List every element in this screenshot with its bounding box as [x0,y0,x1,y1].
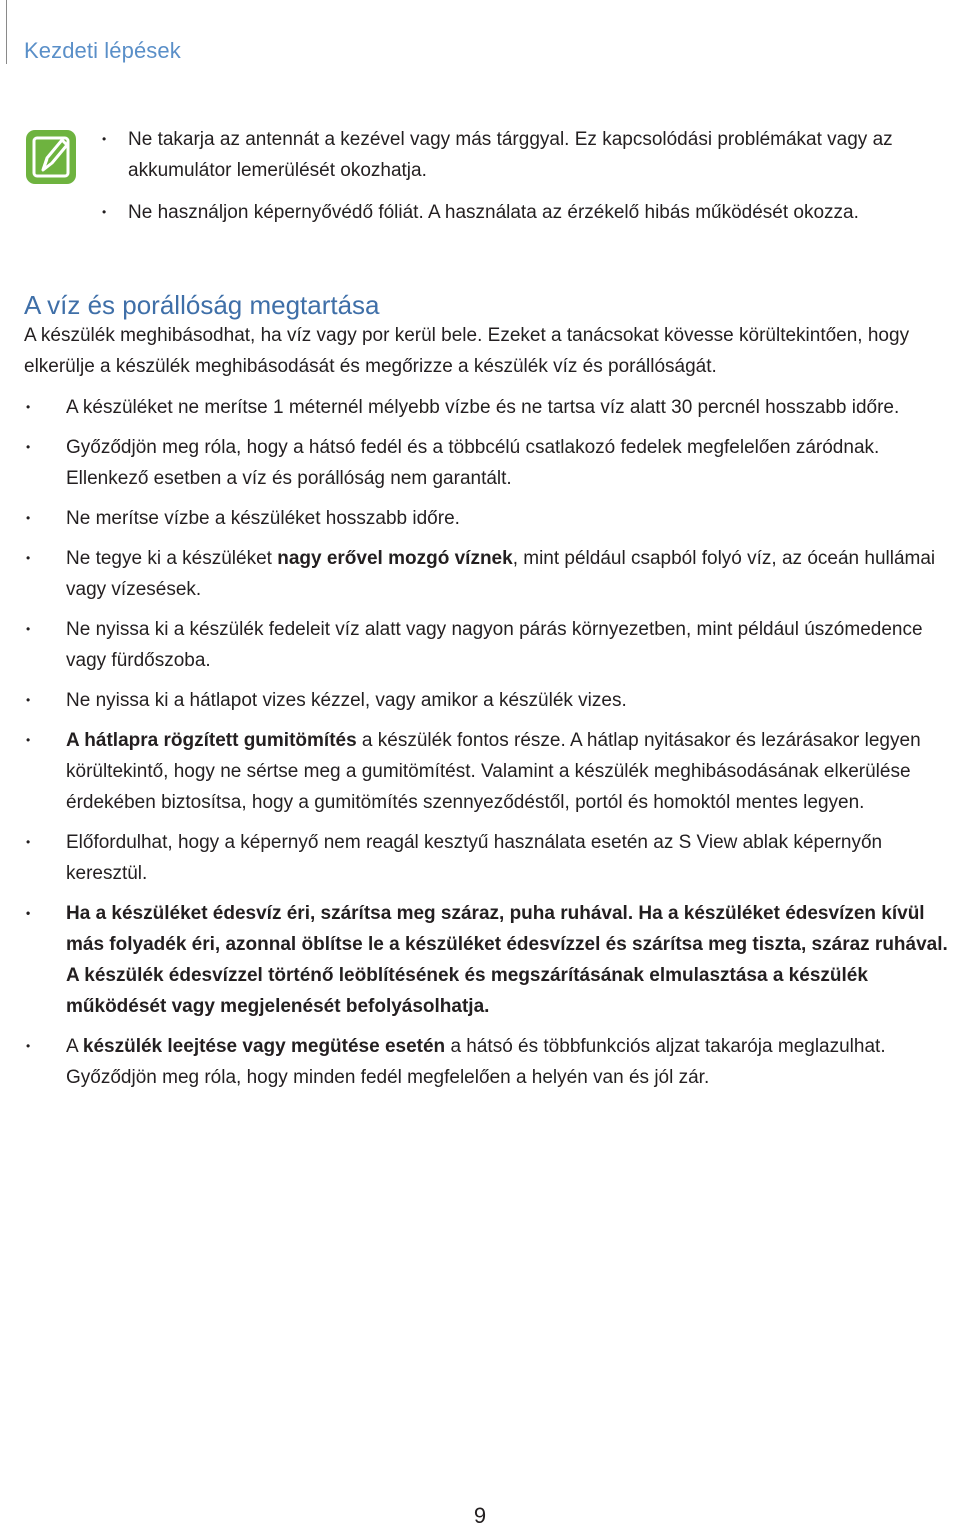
list-item-text: A [66,1036,83,1057]
emphasis-text: készülék leejtése vagy megütése esetén [82,1036,446,1057]
section-label: Kezdeti lépések [24,38,181,63]
list-item-text: a készülék fontos része. A hátlap nyitásakor és lezárásakor legyen körültekintő, hogy ne sértse meg a gumitömítést. Valamint a készülék meghibásodásának elkerülése érdekében biztosítsa, hogy a gumitömítés szennyeződéstől, portól és homoktól mentes legyen. [66,730,921,813]
note-item: • Ne használjon képernyővédő fóliát. A használata az érzékelő hibás működését okozza. [94,197,954,228]
list-item: • Ne merítse vízbe a készüléket hosszabb időre. [24,503,960,534]
list-item: • Előfordulhat, hogy a képernyő nem reagál kesztyű használata esetén az S View ablak képernyőn keresztül. [24,827,960,889]
list-item [24,1031,960,1093]
list-item-text: Ne tegye ki a készüléket [66,548,278,569]
page-edge-line [6,0,7,64]
note-pencil-icon [24,128,78,186]
list-item: • Ha a készüléket édesvíz éri, szárítsa meg száraz, puha ruhával. Ha a készüléket édesvízen kívül más folyadék éri, azonnal öblítse le a készüléket édesvízzel és szárítsa meg tiszta, száraz ruhával. A készülék édesvízzel történő leöblítésének és megszárításának elmulasztása a készülék működését vagy megjelenését befolyásolhatja. [24,898,960,1022]
list-item: • Ne nyissa ki a készülék fedeleit víz alatt vagy nagyon párás környezetben, mint például úszómedence vagy fürdőszoba. [24,614,960,676]
list-item-text: , mint például csapból folyó víz, az óceán hullámai vagy vízesések. [66,548,936,600]
list-item: • Ne nyissa ki a hátlapot vizes kézzel, vagy amikor a készülék vizes. [24,685,960,716]
list-item: • A készüléket ne merítse 1 méternél mélyebb vízbe és ne tartsa víz alatt 30 percnél hosszabb időre. [24,392,960,423]
list-item [24,543,960,605]
precaution-list [24,392,960,1102]
page-number: 9 [473,1503,487,1528]
note-list [94,124,954,239]
list-item: • Győződjön meg róla, hogy a hátsó fedél és a többcélú csatlakozó fedelek megfelelően záródnak. Ellenkező esetben a víz és porállóság nem garantált. [24,432,960,494]
emphasis-text: A hátlapra rögzített gumitömítés [66,730,357,751]
note-item: • Ne takarja az antennát a kezével vagy más tárggyal. Ez kapcsolódási problémákat vagy az akkumulátor lemerülését okozhatja. [94,124,954,186]
list-item-text: a hátsó és többfunkciós aljzat takarója meglazulhat. Győződjön meg róla, hogy minden fedél megfelelően a helyén van és jól zár. [66,1036,886,1088]
emphasis-text: nagy erővel mozgó víznek [277,548,513,569]
section-intro: A készülék meghibásodhat, ha víz vagy por kerül bele. Ezeket a tanácsokat kövesse körültekintően, hogy elkerülje a készülék meghibásodását és megőrizze a készülék víz és porállóságát. [24,325,910,377]
section-heading: A víz és porállóság megtartása [24,289,380,320]
list-item [24,725,960,818]
